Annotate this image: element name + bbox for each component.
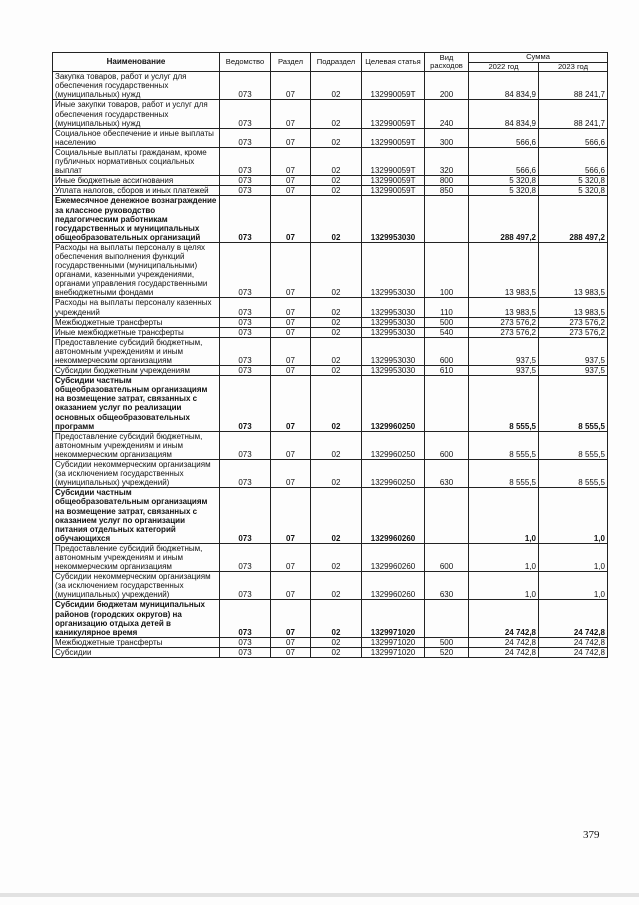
row-target: 132990059Т (362, 186, 425, 196)
table-row (53, 376, 608, 432)
table-row (53, 337, 608, 365)
table-row (53, 186, 608, 196)
row-amount-2023: 273 576,2 (539, 327, 608, 337)
header-2022: 2022 год (469, 62, 539, 72)
row-target: 1329971020 (362, 647, 425, 657)
row-razdel: 07 (271, 376, 311, 432)
row-podrazdel: 02 (311, 317, 362, 327)
header-razdel: Раздел (271, 53, 311, 72)
row-amount-2022: 1,0 (469, 488, 539, 544)
table-row (53, 572, 608, 600)
table-row (53, 176, 608, 186)
row-vid: 500 (425, 637, 469, 647)
row-amount-2022: 5 320,8 (469, 176, 539, 186)
scan-edge (0, 893, 639, 897)
row-target: 1329960260 (362, 543, 425, 571)
row-vedomstvo: 073 (220, 298, 271, 317)
table-row (53, 366, 608, 376)
row-razdel: 07 (271, 637, 311, 647)
row-podrazdel: 02 (311, 543, 362, 571)
row-amount-2023: 1,0 (539, 488, 608, 544)
table-row (53, 242, 608, 298)
table-row (53, 72, 608, 100)
table-row (53, 647, 608, 657)
row-name: Расходы на выплаты персоналу казенных учреждений (53, 298, 220, 317)
row-target: 1329953030 (362, 242, 425, 298)
row-vedomstvo: 073 (220, 337, 271, 365)
table-row (53, 637, 608, 647)
row-amount-2022: 8 555,5 (469, 460, 539, 488)
row-vedomstvo: 073 (220, 317, 271, 327)
row-amount-2022: 84 834,9 (469, 100, 539, 128)
row-amount-2022: 24 742,8 (469, 647, 539, 657)
row-target: 1329953030 (362, 327, 425, 337)
header-name: Наименование (53, 53, 220, 72)
row-amount-2023: 88 241,7 (539, 72, 608, 100)
budget-table (52, 52, 608, 658)
row-amount-2023: 1,0 (539, 572, 608, 600)
row-target: 132990059Т (362, 72, 425, 100)
row-target: 1329971020 (362, 637, 425, 647)
row-razdel: 07 (271, 128, 311, 147)
row-razdel: 07 (271, 176, 311, 186)
row-name: Межбюджетные трансферты (53, 637, 220, 647)
row-podrazdel: 02 (311, 488, 362, 544)
row-amount-2023: 8 555,5 (539, 460, 608, 488)
row-amount-2023: 1,0 (539, 543, 608, 571)
row-target: 1329953030 (362, 337, 425, 365)
row-amount-2023: 13 983,5 (539, 298, 608, 317)
table-row (53, 196, 608, 242)
row-razdel: 07 (271, 600, 311, 637)
row-vid: 100 (425, 242, 469, 298)
row-amount-2022: 84 834,9 (469, 72, 539, 100)
row-amount-2023: 288 497,2 (539, 196, 608, 242)
row-amount-2022: 8 555,5 (469, 376, 539, 432)
row-vedomstvo: 073 (220, 176, 271, 186)
row-name: Субсидии некоммерческим организациям (за исключением государственных (муниципальных) учреждений) (53, 460, 220, 488)
row-amount-2023: 937,5 (539, 366, 608, 376)
row-target: 1329953030 (362, 196, 425, 242)
row-razdel: 07 (271, 431, 311, 459)
row-razdel: 07 (271, 298, 311, 317)
row-target: 1329960250 (362, 431, 425, 459)
row-name: Иные межбюджетные трансферты (53, 327, 220, 337)
row-vid: 240 (425, 100, 469, 128)
row-vid: 600 (425, 543, 469, 571)
row-vedomstvo: 073 (220, 72, 271, 100)
row-vedomstvo: 073 (220, 147, 271, 175)
row-name: Субсидии частным общеобразовательным организациям на возмещение затрат, связанных с оказанием услуг по реализации основных общеобразовательных программ (53, 376, 220, 432)
row-vedomstvo: 073 (220, 431, 271, 459)
row-amount-2022: 13 983,5 (469, 242, 539, 298)
row-podrazdel: 02 (311, 637, 362, 647)
row-vid (425, 488, 469, 544)
row-razdel: 07 (271, 647, 311, 657)
table-row (53, 543, 608, 571)
header-vid: Вид расходов (425, 53, 469, 72)
row-name: Субсидии бюджетным учреждениям (53, 366, 220, 376)
row-amount-2022: 273 576,2 (469, 317, 539, 327)
row-vedomstvo: 073 (220, 242, 271, 298)
row-vid: 630 (425, 572, 469, 600)
row-amount-2022: 8 555,5 (469, 431, 539, 459)
row-podrazdel: 02 (311, 600, 362, 637)
row-amount-2022: 24 742,8 (469, 637, 539, 647)
table-row (53, 298, 608, 317)
row-amount-2022: 937,5 (469, 337, 539, 365)
row-name: Субсидии частным общеобразовательным организациям на возмещение затрат, связанных с оказанием услуг по организации питания отдельных категорий обучающихся (53, 488, 220, 544)
table-row (53, 147, 608, 175)
row-target: 1329953030 (362, 298, 425, 317)
header-sum: Сумма (469, 53, 608, 63)
row-vedomstvo: 073 (220, 128, 271, 147)
row-target: 132990059Т (362, 147, 425, 175)
row-podrazdel: 02 (311, 460, 362, 488)
row-vid: 630 (425, 460, 469, 488)
row-vedomstvo: 073 (220, 543, 271, 571)
row-target: 1329953030 (362, 317, 425, 327)
row-razdel: 07 (271, 488, 311, 544)
row-name: Предоставление субсидий бюджетным, автономным учреждениям и иным некоммерческим организациям (53, 337, 220, 365)
header-podrazdel: Подраздел (311, 53, 362, 72)
row-target: 1329960260 (362, 572, 425, 600)
row-podrazdel: 02 (311, 147, 362, 175)
row-razdel: 07 (271, 186, 311, 196)
row-name: Закупка товаров, работ и услуг для обеспечения государственных (муниципальных) нужд (53, 72, 220, 100)
row-target: 1329960250 (362, 376, 425, 432)
row-name: Социальные выплаты гражданам, кроме публичных нормативных социальных выплат (53, 147, 220, 175)
row-vid: 800 (425, 176, 469, 186)
row-vedomstvo: 073 (220, 366, 271, 376)
row-amount-2023: 566,6 (539, 128, 608, 147)
row-amount-2023: 8 555,5 (539, 376, 608, 432)
table-row (53, 460, 608, 488)
row-vid (425, 376, 469, 432)
row-name: Уплата налогов, сборов и иных платежей (53, 186, 220, 196)
row-podrazdel: 02 (311, 298, 362, 317)
row-amount-2022: 566,6 (469, 128, 539, 147)
header-target: Целевая статья (362, 53, 425, 72)
row-vid: 540 (425, 327, 469, 337)
row-vid: 600 (425, 337, 469, 365)
row-vedomstvo: 073 (220, 327, 271, 337)
row-vedomstvo: 073 (220, 196, 271, 242)
row-razdel: 07 (271, 242, 311, 298)
table-row (53, 317, 608, 327)
row-amount-2023: 273 576,2 (539, 317, 608, 327)
table-row (53, 100, 608, 128)
row-target: 1329960250 (362, 460, 425, 488)
table-row (53, 600, 608, 637)
row-amount-2023: 88 241,7 (539, 100, 608, 128)
row-vedomstvo: 073 (220, 637, 271, 647)
row-amount-2022: 937,5 (469, 366, 539, 376)
row-amount-2022: 1,0 (469, 543, 539, 571)
row-name: Межбюджетные трансферты (53, 317, 220, 327)
row-amount-2022: 1,0 (469, 572, 539, 600)
row-vid: 500 (425, 317, 469, 327)
row-razdel: 07 (271, 72, 311, 100)
row-vid: 320 (425, 147, 469, 175)
row-vedomstvo: 073 (220, 186, 271, 196)
row-podrazdel: 02 (311, 337, 362, 365)
row-vedomstvo: 073 (220, 647, 271, 657)
row-amount-2022: 24 742,8 (469, 600, 539, 637)
row-vid: 110 (425, 298, 469, 317)
row-amount-2022: 5 320,8 (469, 186, 539, 196)
page-number: 379 (583, 829, 600, 841)
row-razdel: 07 (271, 147, 311, 175)
row-podrazdel: 02 (311, 572, 362, 600)
row-podrazdel: 02 (311, 647, 362, 657)
row-name: Иные бюджетные ассигнования (53, 176, 220, 186)
row-razdel: 07 (271, 572, 311, 600)
row-razdel: 07 (271, 196, 311, 242)
row-amount-2023: 24 742,8 (539, 647, 608, 657)
row-amount-2023: 24 742,8 (539, 637, 608, 647)
header-vedomstvo: Ведомство (220, 53, 271, 72)
row-amount-2022: 13 983,5 (469, 298, 539, 317)
row-vedomstvo: 073 (220, 572, 271, 600)
row-name: Иные закупки товаров, работ и услуг для обеспечения государственных (муниципальных) нужд (53, 100, 220, 128)
row-podrazdel: 02 (311, 242, 362, 298)
row-target: 132990059Т (362, 128, 425, 147)
row-amount-2023: 8 555,5 (539, 431, 608, 459)
row-vedomstvo: 073 (220, 488, 271, 544)
row-target: 1329971020 (362, 600, 425, 637)
row-podrazdel: 02 (311, 431, 362, 459)
row-amount-2023: 5 320,8 (539, 176, 608, 186)
row-vid (425, 600, 469, 637)
row-podrazdel: 02 (311, 366, 362, 376)
row-razdel: 07 (271, 543, 311, 571)
row-podrazdel: 02 (311, 176, 362, 186)
row-vedomstvo: 073 (220, 460, 271, 488)
row-razdel: 07 (271, 317, 311, 327)
row-podrazdel: 02 (311, 72, 362, 100)
row-name: Субсидии бюджетам муниципальных районов (городских округов) на организацию отдыха детей в каникулярное время (53, 600, 220, 637)
row-target: 132990059Т (362, 100, 425, 128)
row-podrazdel: 02 (311, 376, 362, 432)
table-body (53, 72, 608, 658)
table-row (53, 488, 608, 544)
row-razdel: 07 (271, 366, 311, 376)
row-podrazdel: 02 (311, 196, 362, 242)
row-name: Предоставление субсидий бюджетным, автономным учреждениям и иным некоммерческим организациям (53, 543, 220, 571)
row-name: Ежемесячное денежное вознаграждение за классное руководство педагогическим работникам государственных и муниципальных общеобразовательных организаций (53, 196, 220, 242)
row-vid: 520 (425, 647, 469, 657)
row-target: 1329953030 (362, 366, 425, 376)
row-podrazdel: 02 (311, 128, 362, 147)
row-razdel: 07 (271, 327, 311, 337)
row-amount-2023: 5 320,8 (539, 186, 608, 196)
row-vedomstvo: 073 (220, 100, 271, 128)
row-vedomstvo: 073 (220, 600, 271, 637)
row-name: Расходы на выплаты персоналу в целях обеспечения выполнения функций государственными (муниципальными) органами, казенными учреждениями, органами управления государственными внебюджетными фондами (53, 242, 220, 298)
row-name: Социальное обеспечение и иные выплаты населению (53, 128, 220, 147)
row-razdel: 07 (271, 460, 311, 488)
row-vid: 850 (425, 186, 469, 196)
row-name: Субсидии (53, 647, 220, 657)
row-name: Субсидии некоммерческим организациям (за исключением государственных (муниципальных) учреждений) (53, 572, 220, 600)
row-amount-2022: 288 497,2 (469, 196, 539, 242)
row-podrazdel: 02 (311, 100, 362, 128)
row-name: Предоставление субсидий бюджетным, автономным учреждениям и иным некоммерческим организациям (53, 431, 220, 459)
row-vedomstvo: 073 (220, 376, 271, 432)
row-target: 1329960260 (362, 488, 425, 544)
row-vid: 610 (425, 366, 469, 376)
row-razdel: 07 (271, 337, 311, 365)
row-razdel: 07 (271, 100, 311, 128)
table-row (53, 128, 608, 147)
row-vid: 200 (425, 72, 469, 100)
table-row (53, 327, 608, 337)
row-podrazdel: 02 (311, 186, 362, 196)
row-amount-2023: 566,6 (539, 147, 608, 175)
row-vid (425, 196, 469, 242)
row-amount-2023: 937,5 (539, 337, 608, 365)
row-podrazdel: 02 (311, 327, 362, 337)
row-target: 132990059Т (362, 176, 425, 186)
row-vid: 300 (425, 128, 469, 147)
row-vid: 600 (425, 431, 469, 459)
row-amount-2023: 24 742,8 (539, 600, 608, 637)
table-header (53, 53, 608, 72)
table-row (53, 431, 608, 459)
header-2023: 2023 год (539, 62, 608, 72)
row-amount-2022: 566,6 (469, 147, 539, 175)
row-amount-2022: 273 576,2 (469, 327, 539, 337)
row-amount-2023: 13 983,5 (539, 242, 608, 298)
